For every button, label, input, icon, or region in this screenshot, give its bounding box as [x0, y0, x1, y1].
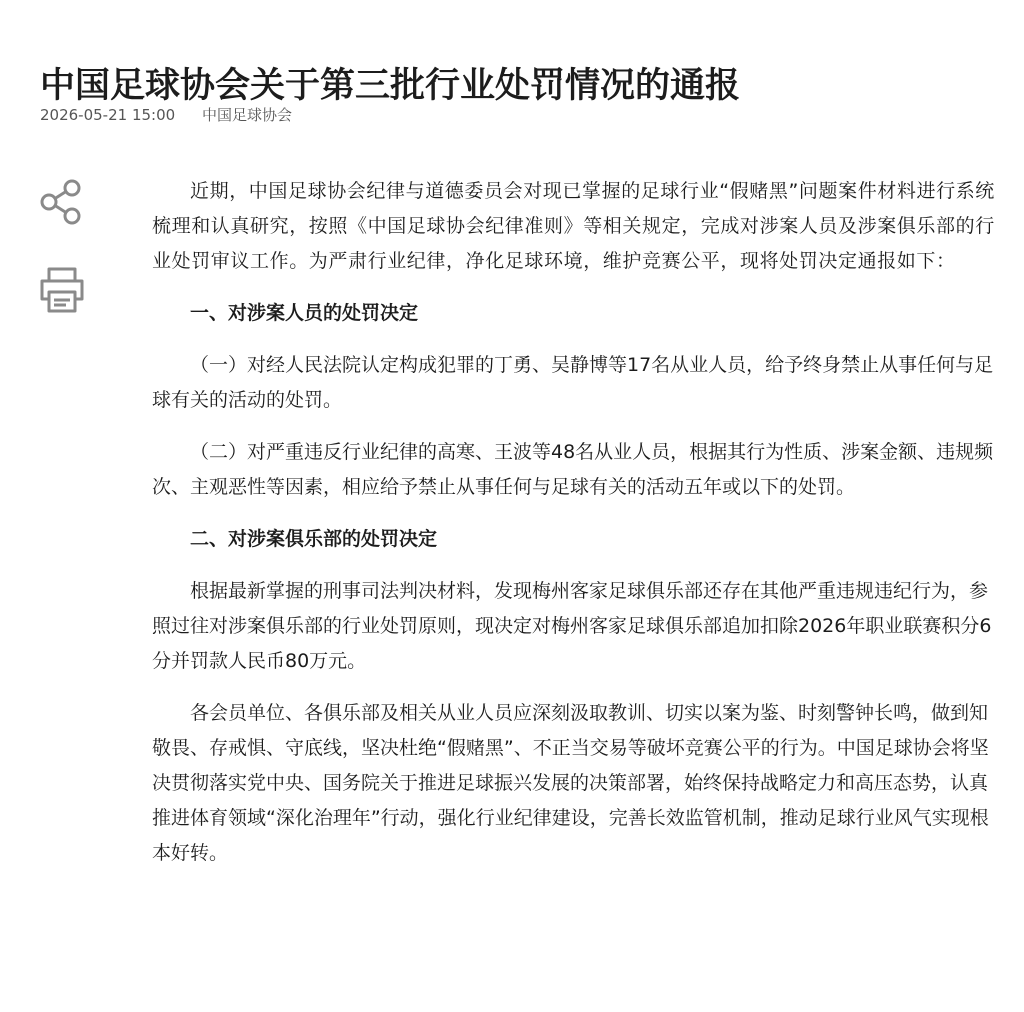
section2-heading: 二、对涉案俱乐部的处罚决定 [190, 528, 438, 550]
side-toolbar [38, 178, 88, 314]
printer-icon[interactable] [38, 266, 86, 314]
section1-heading: 一、对涉案人员的处罚决定 [190, 302, 419, 324]
share-icon[interactable] [38, 178, 86, 226]
publish-source: 中国足球协会 [201, 106, 292, 124]
intro-paragraph: 近期，中国足球协会纪律与道德委员会对现已掌握的足球行业“假赌黑”问题案件材料进行系统梳理和认真研究，按照《中国足球协会纪律准则》等相关规定，完成对涉案人员及涉案俱乐部的行业处罚审议工作。为严肃行业纪律，净化足球环境，维护竞赛公平，现将处罚决定通报如下： [152, 180, 995, 272]
closing-paragraph: 各会员单位、各俱乐部及相关从业人员应深刻汲取教训、切实以案为鉴、时刻警钟长鸣，做到知敬畏、存戒惧、守底线，坚决杜绝“假赌黑”、不正当交易等破坏竞赛公平的行为。中国足球协会将坚决贯彻落实党中央、国务院关于推进足球振兴发展的决策部署，始终保持战略定力和高压态势，认真推进体育领域“深化治理年”行动，强化行业纪律建设，完善长效监管机制，推动足球行业风气实现根本好转。 [152, 702, 989, 864]
page-title: 中国足球协会关于第三批行业处罚情况的通报 [40, 66, 741, 107]
publish-date: 2026-05-21 15:00 [40, 106, 176, 124]
section1-item2-paragraph: （二）对严重违反行业纪律的高寒、王波等48名从业人员，根据其行为性质、涉案金额、违规频次、主观恶性等因素，相应给予禁止从事任何与足球有关的活动五年或以下的处罚。 [152, 441, 994, 498]
article-meta [40, 104, 292, 126]
article-body [152, 174, 997, 888]
section1-item1-paragraph: （一）对经人民法院认定构成犯罪的丁勇、吴静博等17名从业人员，给予终身禁止从事任何与足球有关的活动的处罚。 [152, 354, 994, 411]
section2-paragraph: 根据最新掌握的刑事司法判决材料，发现梅州客家足球俱乐部还存在其他严重违规违纪行为，参照过往对涉案俱乐部的行业处罚原则，现决定对梅州客家足球俱乐部追加扣除2026年职业联赛积分6分并罚款人民币80万元。 [152, 580, 992, 672]
